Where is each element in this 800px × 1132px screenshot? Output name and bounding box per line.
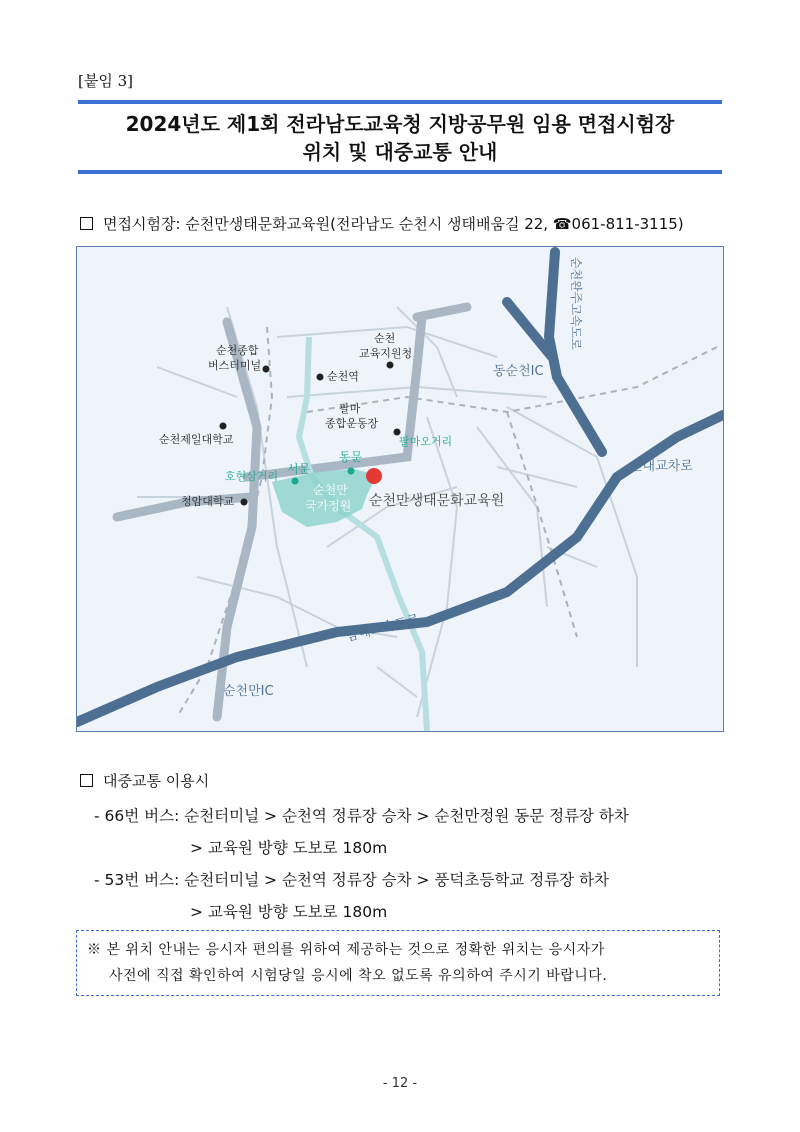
document-title-line2: 위치 및 대중교통 안내 [302, 140, 498, 164]
telephone-icon: ☎ [552, 215, 572, 233]
route2-line1: - 53번 버스: 순천터미널 > 순천역 정류장 승차 > 풍덕초등학교 정류장 하차 [94, 871, 609, 889]
venue-marker-icon [366, 468, 382, 484]
namhae-expressway-label: 남해고속도로 [344, 612, 422, 645]
checkbox-bullet-icon [80, 217, 93, 230]
location-map [76, 246, 724, 732]
west-gate-label: 서문 [287, 462, 311, 476]
station-label: 순천역 [327, 370, 359, 383]
notice-line1: ※ 본 위치 안내는 응시자 편의를 위하여 제공하는 것으로 정확한 위치는 응시자가 [87, 942, 605, 958]
expressway-north-label: 순천완주고속도로 [569, 257, 583, 350]
venue-phone: 061-811-3115) [571, 215, 684, 233]
document-title-line1: 2024년도 제1회 전라남도교육청 지방공무원 임용 면접시험장 [125, 112, 675, 136]
transit-heading-text: 대중교통 이용시 [103, 772, 210, 790]
attachment-label: [붙임 3] [78, 72, 133, 90]
bus-terminal-label-2: 버스터미널 [208, 359, 262, 372]
palma-label-2: 종합운동장 [325, 417, 379, 430]
edu-office-label-1: 순천 [374, 332, 396, 345]
title-top-rule [78, 100, 722, 104]
venue-name-label: 순천만생태문화교육원 [369, 493, 505, 509]
venue-label: 면접시험장: 순천만생태문화교육원(전라남도 순천시 생태배움길 22, [103, 215, 549, 233]
notice-box [76, 930, 720, 996]
dongsuncheon-ic-label: 동순천IC [493, 364, 544, 379]
route1-line1: - 66번 버스: 순천터미널 > 순천역 정류장 승차 > 순천만정원 동문 정류장 하차 [94, 807, 629, 825]
palma-junction-label: 팔마오거리 [399, 435, 453, 448]
east-gate-label: 동문 [339, 450, 363, 464]
edu-office-label-2: 교육지원청 [359, 347, 413, 360]
bus-terminal-label-1: 순천종합 [216, 344, 259, 357]
route2-line2: > 교육원 방향 도보로 180m [190, 903, 388, 921]
checkbox-bullet-icon [80, 774, 93, 787]
page-number: - 12 - [382, 1076, 418, 1091]
notice-line2: 사전에 직접 확인하여 시험당일 응시에 착오 없도록 유의하여 주시기 바랍니다. [109, 968, 608, 984]
transit-heading [80, 770, 209, 791]
hohyeon-junction-label: 호현삼거리 [225, 470, 279, 483]
suncheonman-ic-label: 순천만IC [223, 684, 274, 699]
venue-line [80, 213, 684, 234]
route1-line2: > 교육원 방향 도보로 180m [190, 839, 388, 857]
cheongam-univ-label: 청암대학교 [181, 495, 235, 508]
garden-label-1: 순천만 [313, 483, 348, 497]
palma-label-1: 팔마 [339, 402, 361, 415]
sindae-road-label: 신대교차로 [630, 459, 693, 474]
garden-label-2: 국가정원 [305, 499, 352, 513]
jeil-univ-label: 순천제일대학교 [159, 433, 234, 446]
title-bottom-rule [78, 170, 722, 174]
